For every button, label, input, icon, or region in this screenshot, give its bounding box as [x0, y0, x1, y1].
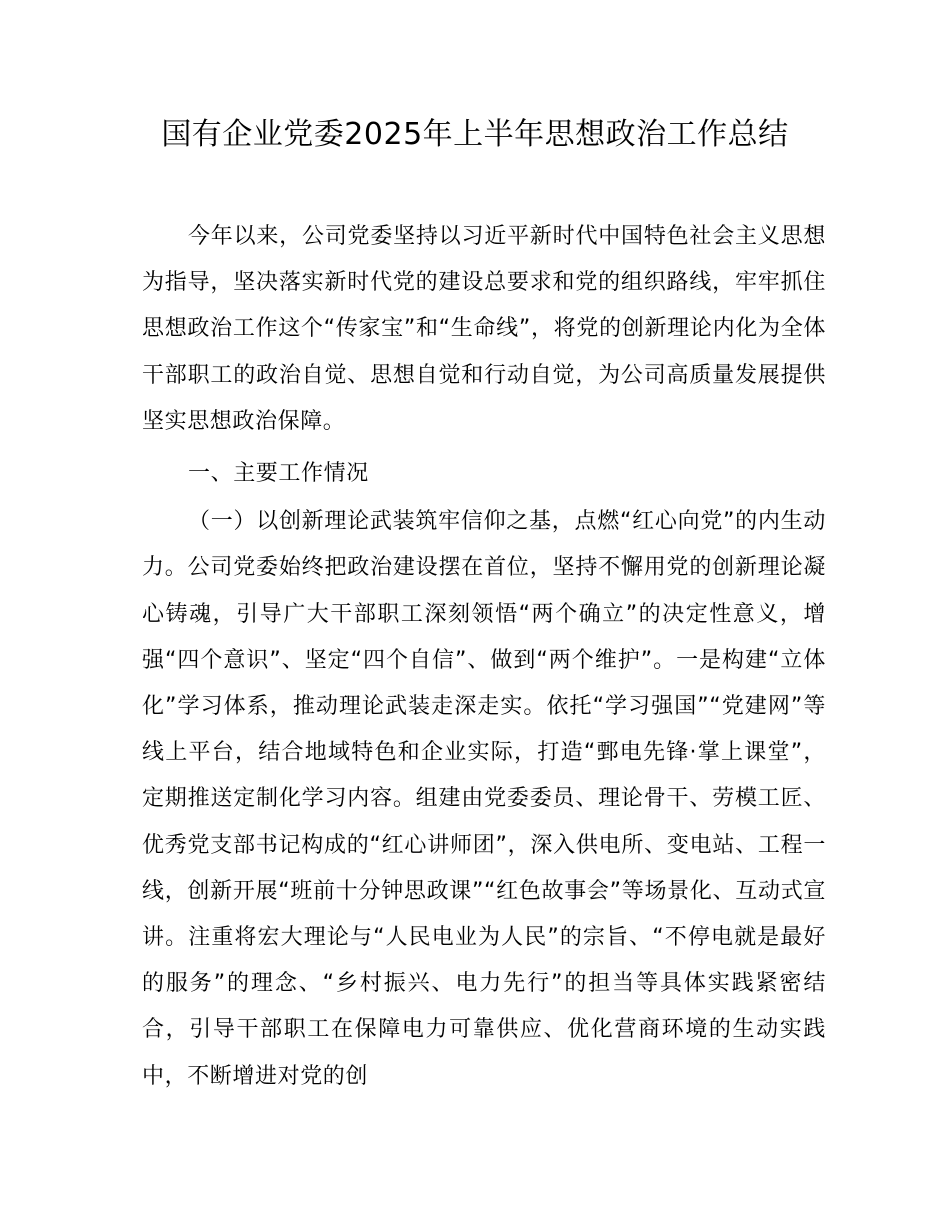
section-heading: 一、主要工作情况 — [188, 461, 369, 487]
intro-paragraph: 今年以来，公司党委坚持以习近平新时代中国特色社会主义思想为指导，坚决落实新时代党的建设总要求和党的组织路线，牢牢抓住思想政治工作这个“传家宝”和“生命线”，将党的创新理论内化为全体干部职工的政治自觉、思想自觉和行动自觉，为公司高质量发展提供坚实思想政治保障。 — [142, 224, 826, 434]
document-title: 国有企业党委2025年上半年思想政治工作总结 — [161, 117, 789, 152]
document-body — [142, 214, 826, 1106]
subsection-paragraph: （一）以创新理论武装筑牢信仰之基，点燃“红心向党”的内生动力。公司党委始终把政治建设摆在首位，坚持不懈用党的创新理论凝心铸魂，引导广大干部职工深刻领悟“两个确立”的决定性意义，增强“四个意识”、坚定“四个自信”、做到“两个维护”。一是构建“立体化”学习体系，推动理论武装走深走实。依托“学习强国”“党建网”等线上平台，结合地域特色和企业实际，打造“鄄电先锋·掌上课堂”，定期推送定制化学习内容。组建由党委委员、理论骨干、劳模工匠、优秀党支部书记构成的“红心讲师团”，深入供电所、变电站、工程一线，创新开展“班前十分钟思政课”“红色故事会”等场景化、互动式宣讲。注重将宏大理论与“人民电业为人民”的宗旨、“不停电就是最好的服务”的理念、“乡村振兴、电力先行”的担当等具体实践紧密结合，引导干部职工在保障电力可靠供应、优化营商环境的生动实践中，不断增进对党的创 — [142, 509, 826, 1089]
